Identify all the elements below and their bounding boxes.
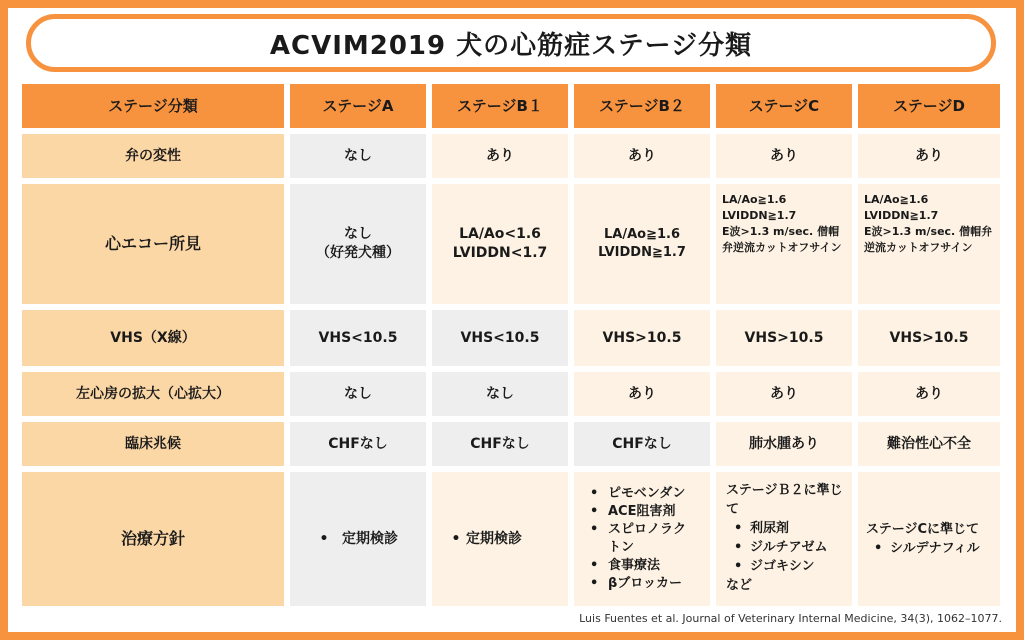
treatment-c-list [726,520,828,577]
row-label-valve: 弁の変性 [22,134,284,178]
treatment-d-item: • シルデナフィル [866,539,980,559]
cell-treatment-a [290,472,426,606]
cell-valve-c: あり [716,134,852,178]
cell-echo-c [716,184,852,304]
cell-valve-b1: あり [432,134,568,178]
cell-treatment-b1 [432,472,568,606]
cell-valve-d: あり [858,134,1000,178]
cell-echo-b2-line2: LVIDDN≧1.7 [598,245,686,260]
header-stage-classification: ステージ分類 [22,84,284,128]
cell-echo-b2-line1: LA/Ao≧1.6 [603,227,680,243]
cell-echo-d [858,184,1000,304]
cell-treatment-b2 [574,472,710,606]
cell-echo-b1-line1: LA/Ao<1.6 [459,226,541,243]
cell-treatment-d [858,472,1000,606]
cell-vhs-d: VHS>10.5 [858,310,1000,366]
row-label-clinical-signs: 臨床兆候 [22,422,284,466]
treatment-b2-item: • スピロノラクトン [586,521,688,557]
treatment-b2-item: • ピモベンダン [586,485,688,503]
row-label-la-enlargement: 左心房の拡大（心拡大） [22,372,284,416]
cell-echo-d-line2: LVIDDN≧1.7 [864,208,939,222]
cell-vhs-b2: VHS>10.5 [574,310,710,366]
cell-echo-c-line2: LVIDDN≧1.7 [722,208,797,222]
cell-valve-a: なし [290,134,426,178]
treatment-b1-item: 定期検診 [466,530,522,547]
cell-echo-b2 [574,184,710,304]
cell-la-d: あり [858,372,1000,416]
treatment-b2-item: • ACE阻害剤 [586,503,688,521]
treatment-c-item: • 利尿剤 [726,520,828,539]
cell-clinical-b2: CHFなし [574,422,710,466]
cell-la-b2: あり [574,372,710,416]
cell-la-c: あり [716,372,852,416]
treatment-c-item: • ジゴキシン [726,558,828,577]
cell-clinical-c: 肺水腫あり [716,422,852,466]
header-stage-b2: ステージB２ [574,84,710,128]
treatment-a-item: 定期検診 [342,530,398,547]
cell-la-a: なし [290,372,426,416]
treatment-d-intro: ステージCに準じて [866,521,980,537]
bullet-icon: • [319,530,329,547]
cell-echo-b1 [432,184,568,304]
cell-echo-a [290,184,426,304]
header-stage-a: ステージA [290,84,426,128]
cell-vhs-a: VHS<10.5 [290,310,426,366]
header-stage-b1: ステージB１ [432,84,568,128]
cell-vhs-b1: VHS<10.5 [432,310,568,366]
cell-la-b1: なし [432,372,568,416]
cell-valve-b2: あり [574,134,710,178]
cell-echo-a-line1: なし [344,226,372,243]
cell-echo-c-line1: LA/Ao≧1.6 [722,193,787,206]
row-label-echo: 心エコー所見 [22,184,284,304]
row-label-treatment: 治療方針 [22,472,284,606]
treatment-c-outro: など [726,577,753,593]
cell-clinical-d: 難治性心不全 [858,422,1000,466]
cell-treatment-c [716,472,852,606]
bullet-icon: • [451,530,461,547]
cell-clinical-b1: CHFなし [432,422,568,466]
page-title: ACVIM2019 犬の心筋症ステージ分類 [26,14,996,72]
cell-echo-d-line1: LA/Ao≧1.6 [864,193,929,206]
cell-echo-a-line2: （好発犬種） [316,245,400,261]
cell-echo-b1-line2: LVIDDN<1.7 [452,245,548,261]
treatment-b2-item: • βブロッカー [586,575,688,593]
treatment-d-list [866,539,980,559]
treatment-b2-item: • 食事療法 [586,557,688,575]
header-stage-c: ステージC [716,84,852,128]
citation: Luis Fuentes et al. Journal of Veterinary Internal Medicine, 34(3), 1062–1077. [579,612,1002,625]
cell-clinical-a: CHFなし [290,422,426,466]
cell-vhs-c: VHS>10.5 [716,310,852,366]
treatment-c-intro: ステージＢ２に準じて [726,483,843,518]
row-label-vhs: VHS（X線） [22,310,284,366]
cell-echo-d-line3: E波>1.3 m/sec. 僧帽弁逆流カットオフサイン [864,224,993,254]
treatment-b2-list [586,485,688,593]
cell-echo-c-line3: E波>1.3 m/sec. 僧帽弁逆流カットオフサイン [722,224,842,254]
header-stage-d: ステージD [858,84,1000,128]
treatment-c-item: • ジルチアゼム [726,539,828,558]
